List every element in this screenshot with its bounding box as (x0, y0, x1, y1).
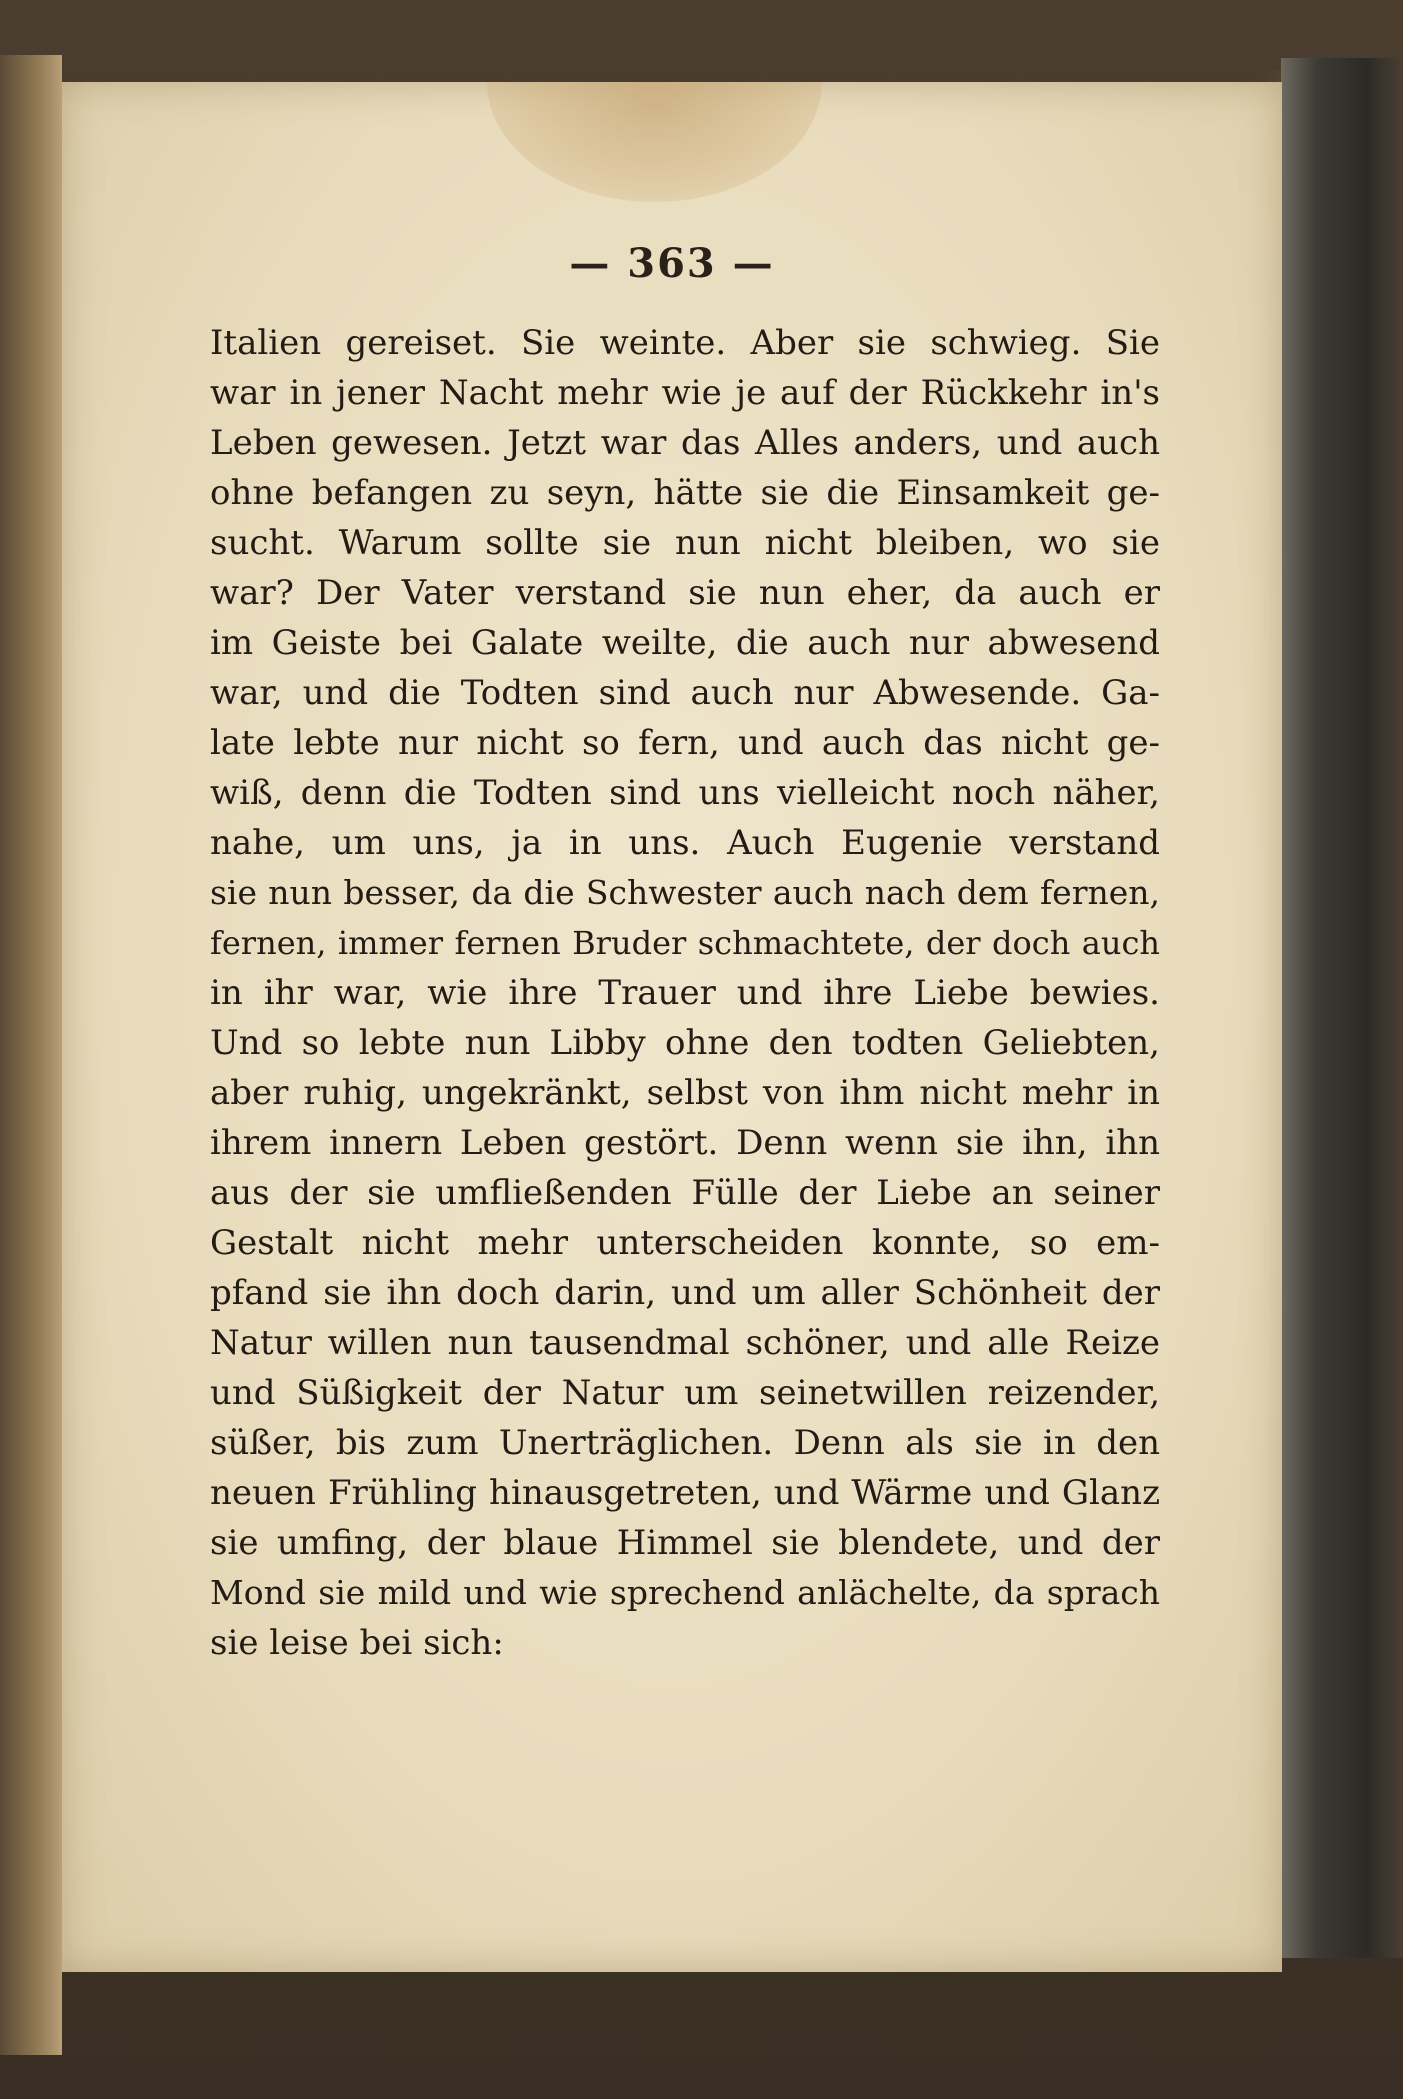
text-line: wiß, denn die Todten sind uns vielleicht noch näher, (210, 773, 1160, 813)
text-line: ihrem innern Leben gestört. Denn wenn sie ihn, ihn (210, 1123, 1160, 1163)
text-line: sie nun besser, da die Schwester auch nach dem fernen, (210, 873, 1160, 912)
text-line: sie leise bei sich: (210, 1623, 504, 1663)
book-page (62, 82, 1282, 1972)
text-line: sie umfing, der blaue Himmel sie blendete, und der (210, 1523, 1160, 1563)
body-text (210, 318, 1160, 1668)
text-line: war, und die Todten sind auch nur Abwesende. Ga- (210, 673, 1160, 713)
left-book-board (0, 55, 62, 2055)
text-line: süßer, bis zum Unerträglichen. Denn als sie in den (210, 1423, 1160, 1463)
page-number: — 363 — (569, 240, 775, 287)
text-line: war? Der Vater verstand sie nun eher, da auch er (210, 573, 1160, 613)
text-line: in ihr war, wie ihre Trauer und ihre Liebe bewies. (210, 973, 1160, 1013)
text-line: war in jener Nacht mehr wie je auf der Rückkehr in's (210, 373, 1160, 413)
text-line: sucht. Warum sollte sie nun nicht bleiben, wo sie (210, 523, 1160, 563)
text-line: Mond sie mild und wie sprechend anlächelte, da sprach (210, 1573, 1160, 1612)
text-line: aus der sie umfließenden Fülle der Liebe an seiner (210, 1173, 1160, 1213)
text-line: ohne befangen zu seyn, hätte sie die Einsamkeit ge- (210, 473, 1160, 513)
text-line: aber ruhig, ungekränkt, selbst von ihm nicht mehr in (210, 1073, 1160, 1113)
text-line: im Geiste bei Galate weilte, die auch nur abwesend (210, 623, 1160, 663)
text-line: pfand sie ihn doch darin, und um aller Schönheit der (210, 1273, 1160, 1313)
text-line: und Süßigkeit der Natur um seinetwillen reizender, (210, 1373, 1160, 1413)
text-line: Gestalt nicht mehr unterscheiden konnte, so em- (210, 1223, 1160, 1263)
text-line: Leben gewesen. Jetzt war das Alles anders, und auch (210, 423, 1160, 463)
text-line: neuen Frühling hinausgetreten, und Wärme und Glanz (210, 1473, 1160, 1513)
text-line: nahe, um uns, ja in uns. Auch Eugenie verstand (210, 823, 1160, 863)
water-stain (487, 82, 822, 202)
text-line: Und so lebte nun Libby ohne den todten Geliebten, (210, 1023, 1160, 1063)
right-book-board (1281, 58, 1403, 1958)
text-line: Italien gereiset. Sie weinte. Aber sie schwieg. Sie (210, 323, 1160, 363)
text-line: fernen, immer fernen Bruder schmachtete, der doch auch (210, 924, 1160, 962)
text-line: Natur willen nun tausendmal schöner, und alle Reize (210, 1323, 1160, 1363)
text-line: late lebte nur nicht so fern, und auch das nicht ge- (210, 723, 1160, 763)
